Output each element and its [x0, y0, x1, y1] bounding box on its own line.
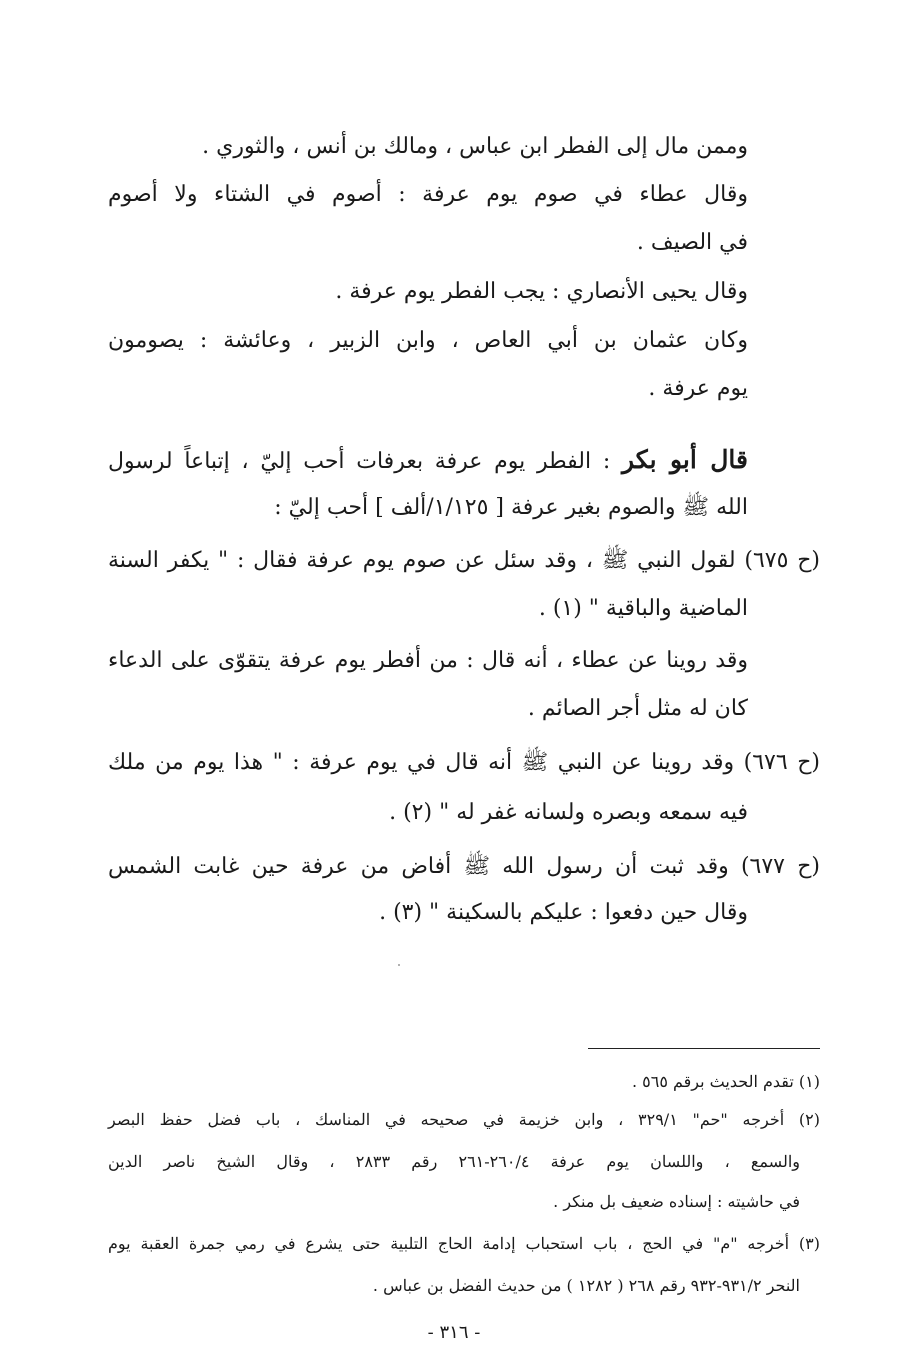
footnote-2-cont: والسمع ، واللسان يوم عرفة ٢٦٠/٤-٢٦١ رقم ٢٨٣٣ ، وقال الشيخ ناصر الدين: [108, 1152, 801, 1171]
body-line: يوم عرفة .: [648, 376, 748, 401]
footnote-2-cont: في حاشيته : إسناده ضعيف بل منكر .: [553, 1192, 800, 1211]
speaker-label: قال أبو بكر: [621, 445, 748, 474]
hadith-line: الماضية والباقية " (١) .: [538, 596, 748, 621]
footnote-1: (١) تقدم الحديث برقم ٥٦٥ .: [631, 1072, 820, 1091]
body-line: كان له مثل أجر الصائم .: [527, 696, 748, 721]
hadith-line: وقال حين دفعوا : عليكم بالسكينة " (٣) .: [379, 900, 748, 925]
footnote-2: (٢) أخرجه "حم" ٣٢٩/١ ، وابن خزيمة في صحيحه في المناسك ، باب فضل حفظ البصر: [108, 1110, 821, 1129]
footnote-3-cont: النحر ٩٣١/٢-٩٣٢ رقم ٢٦٨ ( ١٢٨٢ ) من حديث الفضل بن عباس .: [372, 1276, 800, 1295]
hadith-line: فيه سمعه وبصره ولسانه غفر له " (٢) .: [389, 800, 748, 825]
hadith-line: (ح ٦٧٧) وقد ثبت أن رسول الله ﷺ أفاض من عرفة حين غابت الشمس: [108, 854, 820, 879]
body-line: في الصيف .: [636, 230, 748, 255]
body-line: وقال يحيى الأنصاري : يجب الفطر يوم عرفة .: [335, 279, 748, 304]
hadith-line: (ح ٦٧٦) وقد روينا عن النبي ﷺ أنه قال في يوم عرفة : " هذا يوم من ملك: [108, 750, 820, 775]
body-line: وكان عثمان بن أبي العاص ، وابن الزبير ، وعائشة : يصومون: [108, 328, 748, 353]
speck: [398, 964, 400, 966]
body-line: وممن مال إلى الفطر ابن عباس ، ومالك بن أنس ، والثوري .: [202, 134, 748, 159]
footnote-3: (٣) أخرجه "م" في الحج ، باب استحباب إدامة الحاج التلبية حتى يشرع في رمي جمرة العقبة يوم: [108, 1234, 821, 1253]
abu-bakr-line: [108, 445, 748, 477]
body-line: وقال عطاء في صوم يوم عرفة : أصوم في الشتاء ولا أصوم: [108, 182, 748, 207]
body-line-rest: : الفطر يوم عرفة بعرفات أحب إليّ ، إتباعاً لرسول: [108, 449, 611, 474]
body-line: وقد روينا عن عطاء ، أنه قال : من أفطر يوم عرفة يتقوّى على الدعاء: [108, 648, 748, 673]
page-number: - ٣١٦ -: [427, 1322, 481, 1343]
body-line: الله ﷺ والصوم بغير عرفة [ ١/١٢٥/ألف ] أحب إليّ :: [274, 495, 748, 520]
footnote-rule: [588, 1048, 820, 1049]
hadith-line: (ح ٦٧٥) لقول النبي ﷺ ، وقد سئل عن صوم يوم عرفة فقال : " يكفر السنة: [108, 548, 820, 573]
